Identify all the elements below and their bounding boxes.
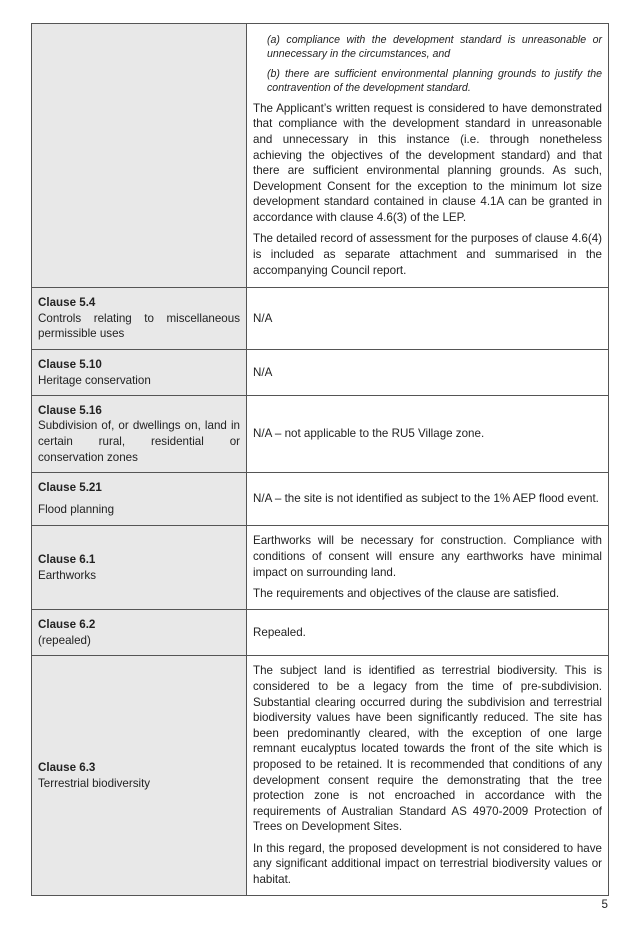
clause-cell: [32, 350, 247, 396]
assessment-paragraph: Repealed.: [253, 625, 306, 639]
table-row: [32, 396, 609, 473]
clause-description: Heritage conservation: [38, 373, 151, 387]
assessment-paragraph: N/A: [253, 365, 273, 379]
sub-item: (b) there are sufficient environmental planning grounds to justify the contravention of the development standard.: [267, 67, 602, 94]
assessment-cell: [247, 396, 609, 473]
page-number: 5: [601, 898, 608, 911]
assessment-cell: [247, 24, 609, 288]
table-row: [32, 526, 609, 610]
assessment-cell: [247, 350, 609, 396]
assessment-paragraph: Earthworks will be necessary for construction. Compliance with conditions of consent will ensure any earthworks have minimal impact on surrounding land.: [253, 534, 602, 579]
clause-description: Earthworks: [38, 568, 96, 582]
assessment-paragraph: The requirements and objectives of the clause are satisfied.: [253, 587, 560, 601]
table-row: [32, 24, 609, 288]
assessment-cell: [247, 610, 609, 656]
clause-number: Clause 6.2: [38, 617, 96, 631]
clause-number: Clause 6.3: [38, 760, 96, 774]
clause-cell: [32, 526, 247, 610]
clause-cell: [32, 24, 247, 288]
table-row: [32, 656, 609, 896]
table-row: [32, 473, 609, 526]
clause-description: Flood planning: [38, 503, 115, 516]
table-row: [32, 288, 609, 350]
clause-cell: [32, 396, 247, 473]
clause-description: (repealed): [38, 633, 91, 647]
assessment-paragraph: In this regard, the proposed development is not considered to have any significant additional impact on terrestrial biodiversity values or habitat.: [253, 841, 602, 887]
table-row: [32, 610, 609, 656]
assessment-paragraph: The detailed record of assessment for the purposes of clause 4.6(4) is included as separate attachment and summarised in the accompanying Council report.: [253, 232, 602, 277]
clause-number: Clause 5.4: [38, 296, 96, 310]
assessment-paragraph: N/A – the site is not identified as subject to the 1% AEP flood event.: [253, 492, 599, 506]
clause-cell: [32, 288, 247, 350]
clause-cell: [32, 656, 247, 896]
assessment-cell: [247, 288, 609, 350]
clause-number: Clause 5.10: [38, 357, 102, 371]
assessment-cell: [247, 656, 609, 896]
sub-item: (a) compliance with the development standard is unreasonable or unnecessary in the circumstances, and: [267, 33, 602, 60]
clause-description: Subdivision of, or dwellings on, land in certain rural, residential or conservation zones: [38, 419, 240, 464]
clause-number: Clause 5.21: [38, 481, 102, 495]
assessment-paragraph: N/A – not applicable to the RU5 Village zone.: [253, 427, 485, 441]
assessment-paragraph: The Applicant’s written request is considered to have demonstrated that compliance with the development standard in unreasonable and unnecessary in this instance (i.e. through nonetheless achieving the objectives of the development standard) and that there are sufficient environmental planning grounds. As such, Development Consent for the exception to the minimum lot size development standard contained in clause 4.1A can be granted in accordance with clause 4.6(3) of the LEP.: [253, 101, 602, 224]
clause-cell: [32, 473, 247, 526]
assessment-paragraph: The subject land is identified as terrestrial biodiversity. This is considered to be a legacy from the time of pre-subdivision. Substantial clearing occurred during the subdivision and terrestrial biodiversity values have been significantly reduced. The site has been predominantly cleared, with the exception of one large remnant eucalyptus located towards the front of the site which is proposed to be retained. It is recommended that conditions of any development consent require the demonstrating that the tree protection zone is not encroached in accordance with the requirements of Australian Standard AS 4970-2009 Protection of Trees on Development Sites.: [253, 664, 602, 834]
clause-cell: [32, 610, 247, 656]
assessment-table: [31, 23, 609, 896]
table-row: [32, 350, 609, 396]
clause-number: Clause 6.1: [38, 552, 96, 566]
clause-description: Terrestrial biodiversity: [38, 776, 151, 790]
assessment-cell: [247, 526, 609, 610]
assessment-cell: [247, 473, 609, 526]
clause-description: Controls relating to miscellaneous permissible uses: [38, 311, 240, 341]
assessment-paragraph: N/A: [253, 311, 273, 325]
clause-number: Clause 5.16: [38, 403, 102, 417]
